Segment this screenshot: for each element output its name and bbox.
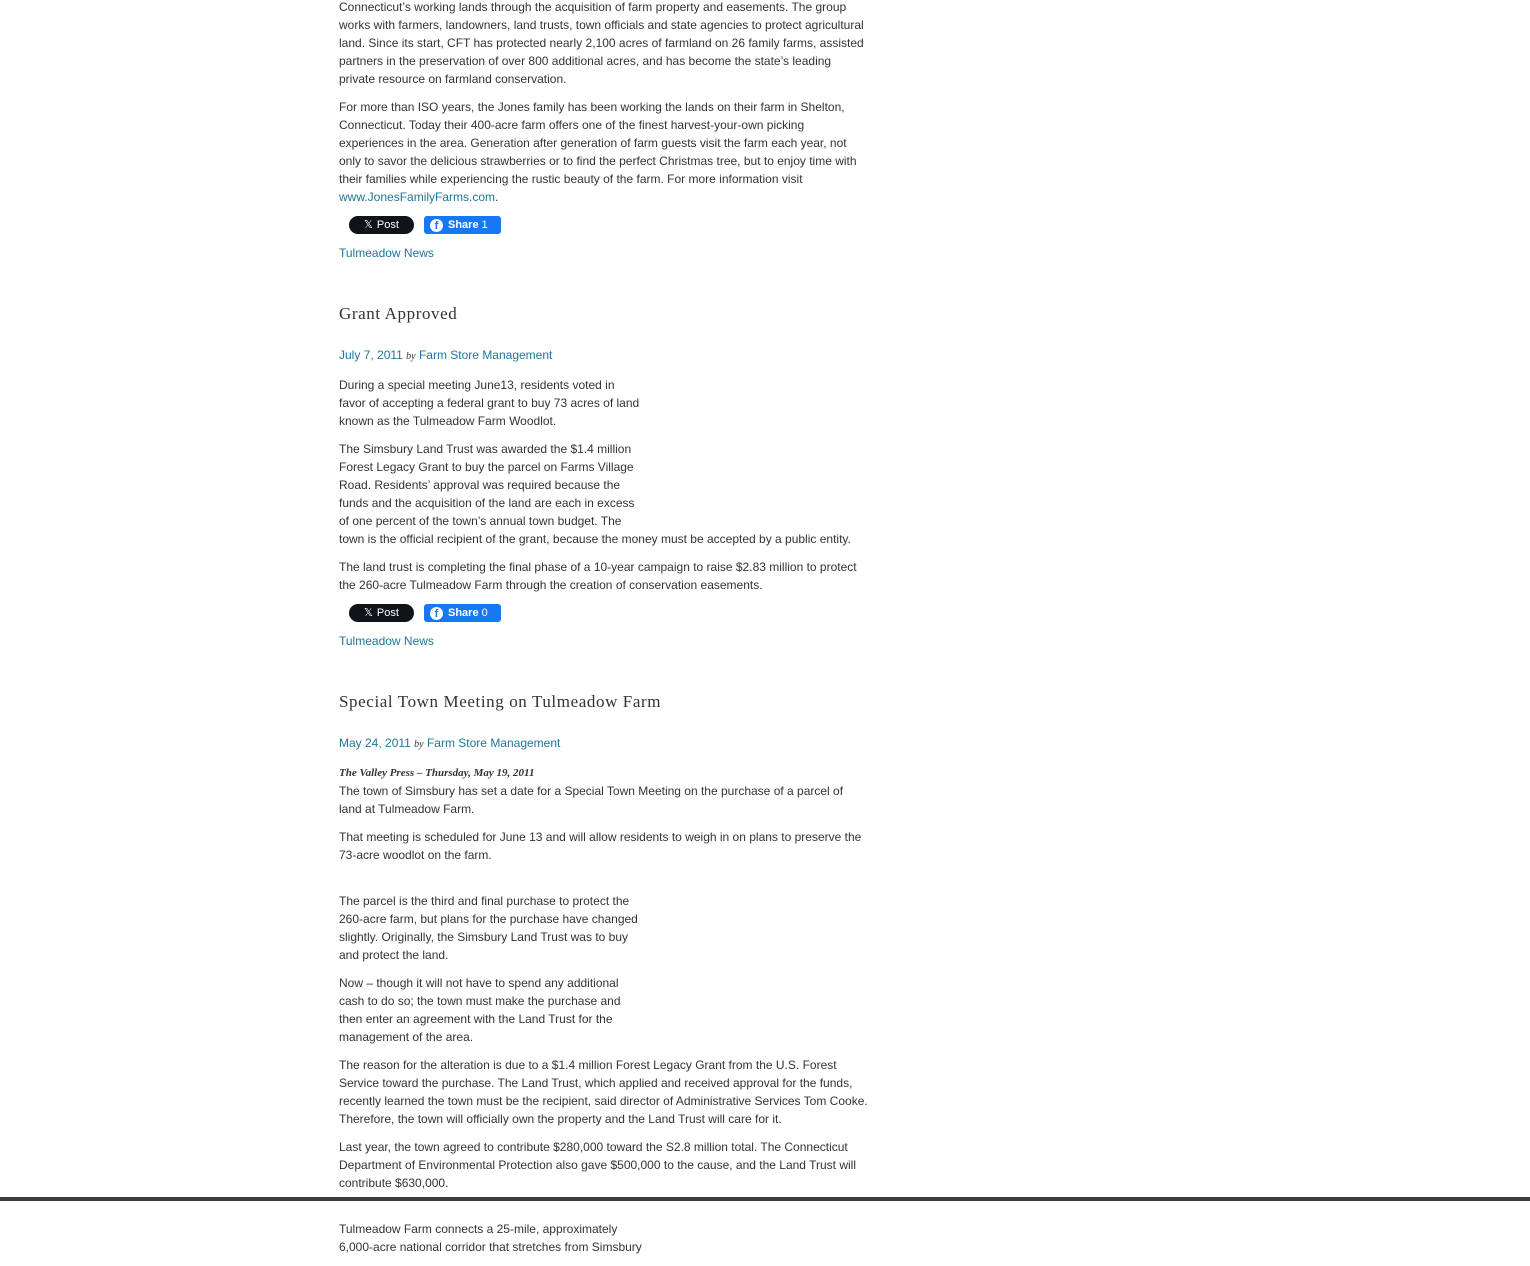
post-paragraph: The town of Simsbury has set a date for a Special Town Meeting on the purchase of a parcel of land at Tulmeadow Farm. [339, 784, 844, 816]
post-paragraph: Now – though it will not have to spend any additional cash to do so; the town must make the purchase and then enter an agreement with the Land Trust for the management of the area. [339, 976, 621, 1044]
x-icon: 𝕏 [364, 219, 373, 231]
post-paragraph: Last year, the town agreed to contribute $280,000 toward the S2.8 million total. The Connecticut Department of Environmental Protection also gave $500,000 to the cause, and the Land Trust will contribute $630,000. [339, 1140, 856, 1190]
post-date[interactable]: May 24, 2011 [339, 736, 411, 750]
press-source: The Valley Press – Thursday, May 19, 2011 [339, 767, 535, 779]
post-paragraph [339, 98, 869, 206]
post-paragraph: Connecticut’s working lands through the acquisition of farm property and easements. The group works with farmers, landowners, land trusts, town officials and state agencies to protect agricultural land. Since its start, CFT has protected nearly 2,100 acres of farmland on 26 family farms, assisted partners in the preservation of over 800 additional acres, and has become the state’s leading private resource on farmland conservation. [339, 0, 864, 86]
x-post-button[interactable] [349, 216, 414, 234]
post-title[interactable]: Special Town Meeting on Tulmeadow Farm [339, 692, 662, 711]
post-paragraph [339, 440, 869, 548]
byline-by: by [406, 351, 416, 362]
x-post-label: Post [376, 607, 399, 619]
post-date[interactable]: July 7, 2011 [339, 348, 403, 362]
post-paragraph: Tulmeadow Farm connects a 25-mile, approximately 6,000-acre national corridor that stretches from Simsbury [339, 1222, 642, 1254]
post-title[interactable]: Grant Approved [339, 304, 458, 323]
link-trailing-punctuation: . [495, 190, 499, 204]
category-link[interactable]: Tulmeadow News [339, 634, 434, 648]
facebook-icon: f [430, 607, 443, 620]
post-paragraph: That meeting is scheduled for June 13 and will allow residents to weigh in on plans to preserve the 73-acre woodlot on the farm. [339, 830, 862, 862]
post-paragraph: The reason for the alteration is due to a $1.4 million Forest Legacy Grant from the U.S. Forest Service toward the purchase. The Land Trust, which applied and received approval for the funds, recently learned the town must be the recipient, said director of Administrative Services Tom Cooke. Therefore, the town will officially own the property and the Land Trust will care for it. [339, 1058, 868, 1126]
post-meta [339, 346, 869, 366]
facebook-share-count: 0 [481, 607, 488, 619]
facebook-share-label: Share [448, 607, 479, 619]
facebook-icon: f [430, 219, 443, 232]
post-paragraph-wrapped: The Simsbury Land Trust was awarded the $1.4 million Forest Legacy Grant to buy the parcel on Farms Village Road. Residents’ approval was required because the funds and the acquisition of the land are each in excess of one percent of the town’s annual town budget. The [339, 442, 635, 528]
post-paragraph-full: town is the official recipient of the grant, because the money must be accepted by a public entity. [339, 532, 851, 546]
byline-by: by [414, 739, 424, 750]
share-buttons [349, 216, 869, 234]
jones-farms-link[interactable]: www.JonesFamilyFarms.com [339, 190, 496, 204]
facebook-share-button[interactable] [424, 604, 501, 622]
x-icon: 𝕏 [364, 607, 373, 619]
x-post-label: Post [376, 219, 399, 231]
x-post-button[interactable] [349, 604, 414, 622]
facebook-share-label: Share [448, 219, 479, 231]
facebook-share-button[interactable] [424, 216, 501, 234]
content-column [339, 0, 869, 1266]
post-meta [339, 734, 869, 754]
facebook-share-count: 1 [481, 219, 488, 231]
jones-text: For more than ISO years, the Jones family has been working the lands on their farm in Shelton, Connecticut. Today their 400-acre farm offers one of the finest harvest-your-own picking experiences in the area. Generation after generation of farm guests visit the farm each year, not only to savor the delicious strawberries or to find the perfect Christmas tree, but to enjoy time with their families while experiencing the rustic beauty of the farm. For more information visit [339, 100, 857, 186]
post-paragraph: The parcel is the third and final purchase to protect the 260-acre farm, but plans for the purchase have changed slightly. Originally, the Simsbury Land Trust was to buy and protect the land. [339, 894, 638, 962]
post-paragraph: The land trust is completing the final phase of a 10-year campaign to raise $2.83 million to protect the 260-acre Tulmeadow Farm through the creation of conservation easements. [339, 560, 857, 592]
bottom-bar [0, 1197, 1530, 1201]
post-author[interactable]: Farm Store Management [426, 736, 561, 750]
category-link[interactable]: Tulmeadow News [339, 246, 434, 260]
post-paragraph: During a special meeting June13, residents voted in favor of accepting a federal grant to buy 73 acres of land known as the Tulmeadow Farm Woodlot. [339, 378, 640, 428]
share-buttons [349, 604, 869, 622]
post-author[interactable]: Farm Store Management [418, 348, 553, 362]
